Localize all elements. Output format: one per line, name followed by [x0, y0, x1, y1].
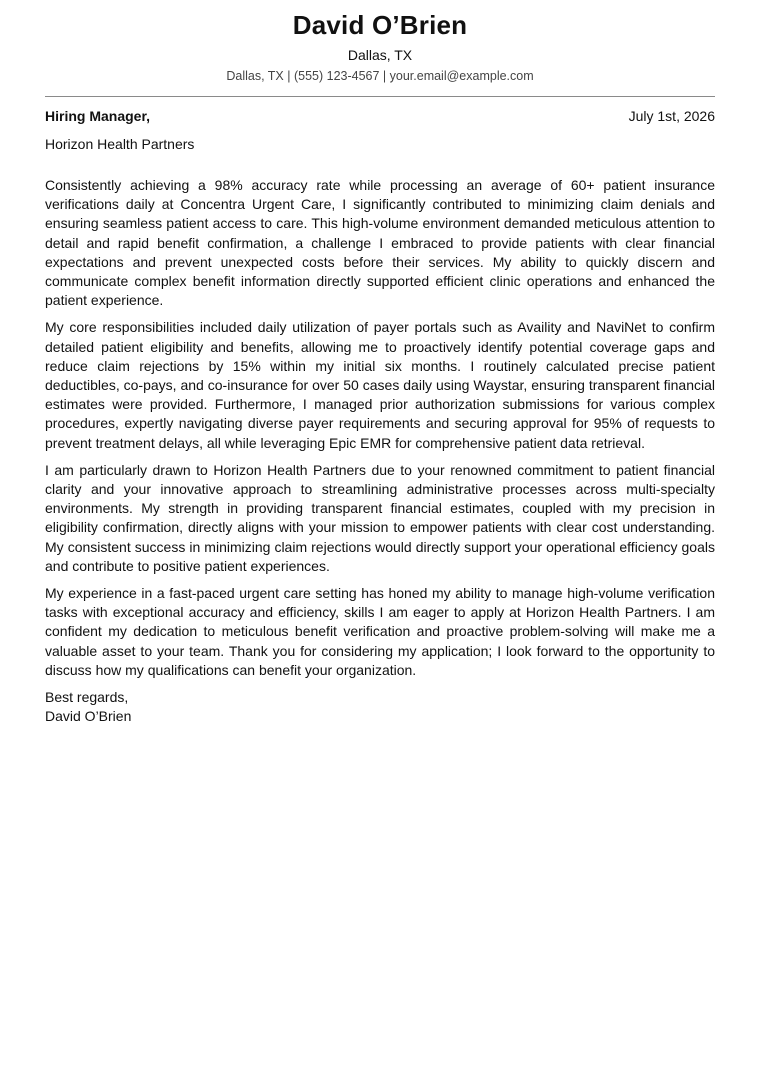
- recipient-row: [45, 107, 715, 126]
- closing-signoff: Best regards,: [45, 689, 129, 706]
- header-divider: [45, 96, 715, 97]
- letter-closing: [45, 688, 715, 726]
- applicant-location: Dallas, TX: [347, 47, 413, 63]
- body-paragraph: My experience in a fast-paced urgent care setting has honed my ability to manage high-volume verification tasks with exceptional accuracy and efficiency, skills I am eager to apply at Horizon Health Partners. I am confident my dedication to meticulous benefit verification and proactive problem-solving will make me a valuable asset to your team. Thank you for considering my application; I look forward to the opportunity to discuss how my qualifications can benefit your organization.: [45, 585, 715, 678]
- recipient-salutation: Hiring Manager,: [45, 108, 151, 124]
- contact-line: Dallas, TX | (555) 123-4567 | your.email@example.com: [226, 69, 534, 83]
- letter-body: [45, 176, 715, 680]
- body-paragraph: I am particularly drawn to Horizon Health Partners due to your renowned commitment to patient financial clarity and your innovative approach to streamlining administrative processes across multi-specialty environments. My strength in providing transparent financial estimates, coupled with my precision in eligibility confirmation, directly aligns with your mission to empower patients with clear cost understanding. My consistent success in minimizing claim rejections would directly support your operational efficiency goals and contribute to positive patient experiences.: [45, 461, 715, 574]
- letter-date: July 1st, 2026: [628, 108, 715, 124]
- applicant-name: David O’Brien: [292, 10, 468, 40]
- body-paragraph: Consistently achieving a 98% accuracy rate while processing an average of 60+ patient insurance verifications daily at Concentra Urgent Care, I significantly contributed to minimizing claim denials and ensuring seamless patient access to care. This high-volume environment demanded meticulous attention to detail and rapid benefit confirmation, a challenge I embraced to provide patients with clear financial expectations and prevent unexpected costs before their services. My ability to quickly discern and communicate complex benefit information directly supported efficient clinic operations and enhanced the patient experience.: [45, 177, 715, 309]
- closing-signature: David O’Brien: [45, 708, 132, 725]
- recipient-company: Horizon Health Partners: [45, 136, 195, 152]
- body-paragraph: My core responsibilities included daily utilization of payer portals such as Availity and NaviNet to confirm detailed patient eligibility and benefits, allowing me to proactively identify potential coverage gaps and reduce claim rejections by 15% within my initial six months. I routinely calculated precise patient deductibles, co-pays, and co-insurance for over 50 cases daily using Waystar, ensuring transparent financial estimates were provided. Furthermore, I managed prior authorization submissions for various complex procedures, expertly navigating diverse payer requirements and securing approval for 95% of requests to prevent treatment delays, all while leveraging Epic EMR for comprehensive patient data retrieval.: [45, 319, 715, 451]
